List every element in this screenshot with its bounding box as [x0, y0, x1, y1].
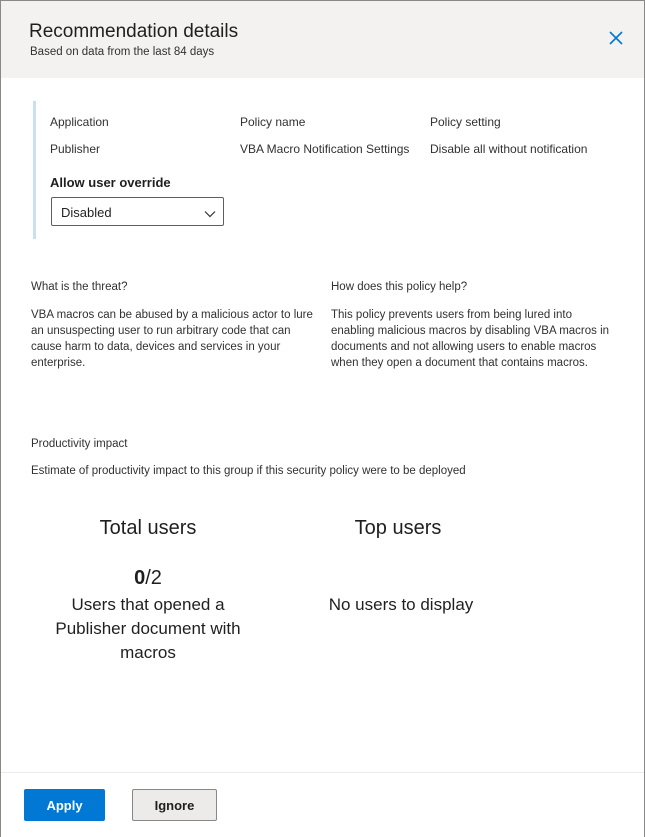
total-users-description: Users that opened a Publisher document with macros — [55, 595, 241, 662]
policy-setting-value: Disable all without notification — [430, 142, 588, 156]
policy-name-label: Policy name — [240, 115, 306, 129]
policy-help-heading: How does this policy help? — [331, 281, 468, 293]
allow-user-override-dropdown[interactable] — [51, 197, 224, 226]
policy-name-value: VBA Macro Notification Settings — [240, 142, 410, 156]
threat-heading: What is the threat? — [31, 281, 128, 293]
close-icon — [609, 31, 623, 50]
close-button[interactable] — [605, 29, 627, 51]
policy-help-body: This policy prevents users from being lured into enabling malicious macros by disabling VBA macros in documents and not allowing users to enable macros when they open a document that contains macros. — [331, 309, 610, 369]
top-users-title: Top users — [354, 517, 442, 539]
dropdown-selected-value: Disabled — [61, 205, 112, 220]
policy-setting-label: Policy setting — [430, 115, 501, 129]
panel-title: Recommendation details — [29, 21, 239, 42]
opened-count: 0 — [134, 567, 146, 589]
productivity-impact-heading: Productivity impact — [31, 438, 128, 450]
ignore-button[interactable]: Ignore — [132, 789, 217, 821]
no-users-message: No users to display — [328, 595, 474, 614]
panel-subtitle: Based on data from the last 84 days — [30, 46, 215, 58]
panel-header — [1, 1, 644, 78]
application-value: Publisher — [50, 142, 101, 156]
total-count: /2 — [145, 567, 162, 589]
allow-user-override-label: Allow user override — [50, 175, 171, 190]
total-users-title: Total users — [99, 517, 197, 539]
total-users-count — [53, 567, 243, 590]
apply-button[interactable]: Apply — [24, 789, 105, 821]
panel-footer — [1, 772, 644, 837]
productivity-impact-description: Estimate of productivity impact to this group if this security policy were to be deployed — [31, 465, 466, 477]
application-label: Application — [50, 115, 109, 129]
threat-body: VBA macros can be abused by a malicious actor to lure an unsuspecting user to run arbitrary code that can cause harm to data, devices and services in your enterprise. — [31, 309, 313, 369]
chevron-down-icon — [204, 206, 216, 224]
